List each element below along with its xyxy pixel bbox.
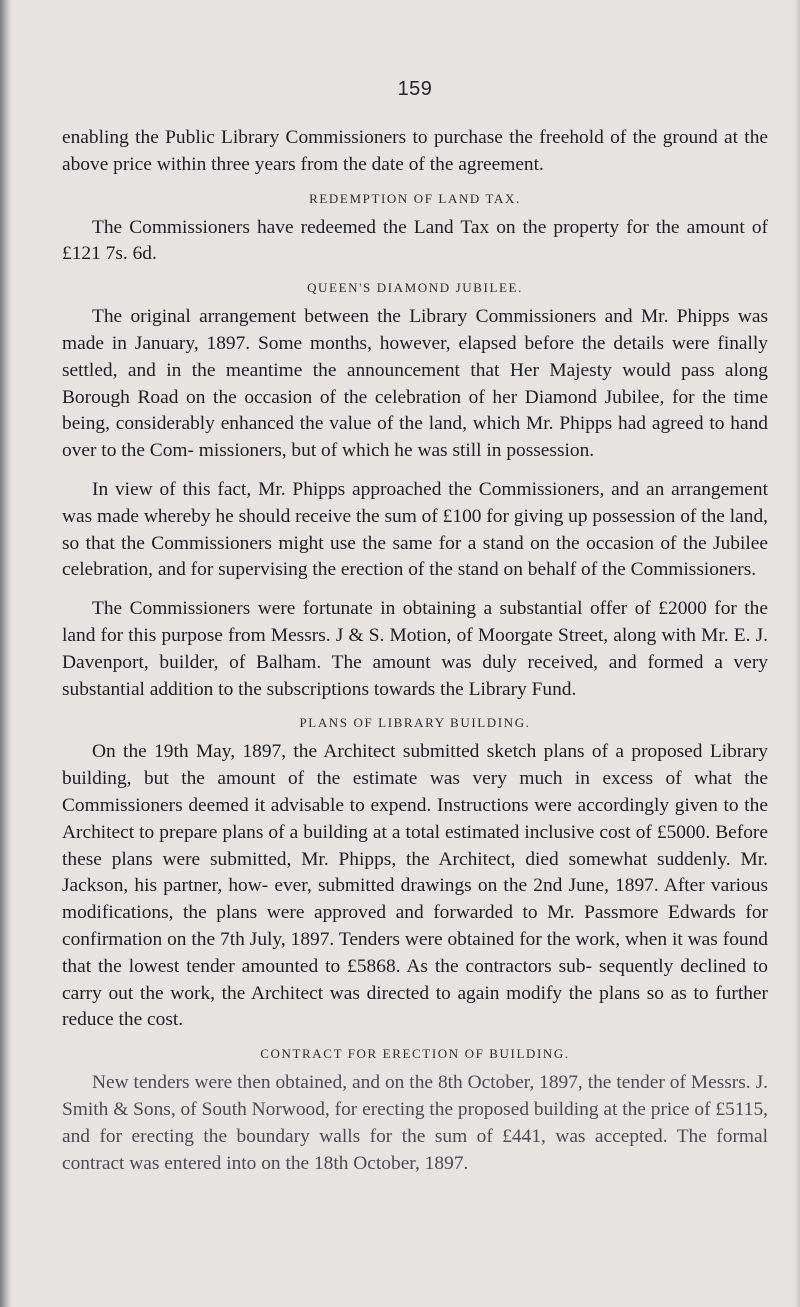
paragraph: The Commissioners were fortunate in obtaining a substantial offer of £2000 for the land for this purpose from Messrs. J & S. Motion, of Moorgate Street, along with Mr. E. J. Davenport, builder, of Balham. The amount was duly received, and formed a very substantial addition to the subscriptions towards the Library Fund. (62, 598, 768, 700)
page-binding-shadow (0, 0, 12, 1307)
page-edge-right (794, 0, 800, 1307)
paragraph: New tenders were then obtained, and on the 8th October, 1897, the tender of Messrs. J. Smith & Sons, of South Norwood, for erecting the proposed building at the price of £5115, and for erecting the boundary walls for the sum of £441, was accepted. The formal contract was entered into on the 18th October, 1897. (62, 1072, 768, 1174)
paragraph: The original arrangement between the Library Commissioners and Mr. Phipps was made in January, 1897. Some months, however, elapsed before the details were finally settled, and in the meantime the announcement that Her Majesty would pass along Borough Road on the occasion of the celebration of her Diamond Jubilee, for the time being, considerably enhanced the value of the land, which Mr. Phipps had agreed to hand over to the Com- missioners, but of which he was still in possession. (62, 306, 768, 462)
section-heading: QUEEN'S DIAMOND JUBILEE. (307, 280, 523, 296)
section-heading: PLANS OF LIBRARY BUILDING. (299, 715, 531, 731)
section-contract-for-erection (62, 1046, 768, 1177)
section-redemption-of-land-tax (62, 191, 768, 269)
paragraph: The Commissioners have redeemed the Land Tax on the property for the amount of £121 7s. 6d. (62, 216, 768, 265)
opening-paragraph: enabling the Public Library Commissioners to purchase the freehold of the ground at the above price within three years from the date of the agreement. (62, 127, 768, 175)
paragraph: On the 19th May, 1897, the Architect submitted sketch plans of a proposed Library building, but the amount of the estimate was very much in excess of what the Commissioners deemed it advisable to expend. Instructions were accordingly given to the Architect to prepare plans of a building at a total estimated inclusive cost of £5000. Before these plans were submitted, Mr. Phipps, the Architect, died somewhat suddenly. Mr. Jackson, his partner, how- ever, submitted drawings on the 2nd June, 1897. After various modifications, the plans were approved and forwarded to Mr. Passmore Edwards for confirmation on the 7th July, 1897. Tenders were obtained for the work, when it was found that the lowest tender amounted to £5868. As the contractors sub- sequently declined to carry out the work, the Architect was directed to again modify the plans so as to further reduce the cost. (62, 741, 768, 1031)
section-plans-of-library-building (62, 715, 768, 1034)
page-number: 159 (397, 78, 433, 100)
section-heading: CONTRACT FOR ERECTION OF BUILDING. (260, 1046, 570, 1062)
section-heading: REDEMPTION OF LAND TAX. (309, 190, 521, 206)
document-page (62, 60, 768, 1189)
paragraph: In view of this fact, Mr. Phipps approached the Commissioners, and an arrangement was made whereby he should receive the sum of £100 for giving up possession of the land, so that the Commissioners might use the same for a stand on the occasion of the Jubilee celebration, and for supervising the erection of the stand on behalf of the Commissioners. (62, 478, 768, 581)
section-queens-diamond-jubilee (62, 280, 768, 703)
